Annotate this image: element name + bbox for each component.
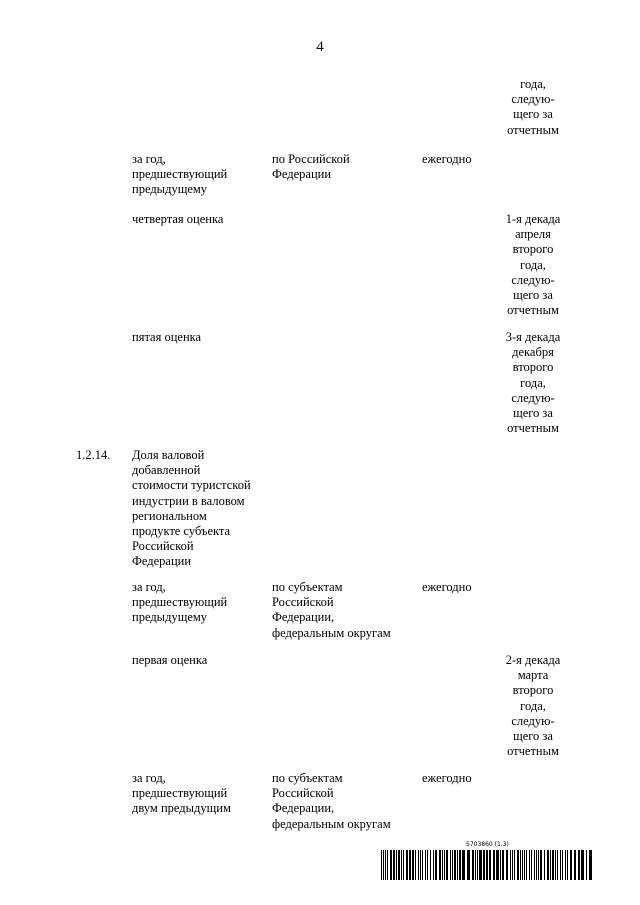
barcode-bar [427, 850, 428, 880]
row-period: ежегодно [422, 580, 472, 594]
barcode-bar [510, 850, 511, 880]
barcode-bar [459, 850, 461, 880]
barcode-bar [444, 850, 445, 880]
barcode-label: 5703860 (1.3) [466, 841, 509, 848]
barcode-bar [393, 850, 395, 880]
barcode-bar [555, 850, 556, 880]
barcode-bar [420, 850, 421, 880]
row-name: первая оценка [132, 653, 208, 667]
barcode-bar [412, 850, 414, 880]
barcode-bar [526, 850, 527, 880]
barcode-bar [534, 850, 535, 880]
barcode-bar [422, 850, 423, 880]
barcode-bar [430, 850, 431, 880]
barcode-bar [398, 850, 400, 880]
barcode-bar [418, 850, 419, 880]
row-term: 1-я декада апреля второго года, следую- щего за отчетным [505, 212, 561, 318]
barcode-bar [552, 850, 554, 880]
row-level: по Российской Федерации [272, 152, 350, 182]
barcode-bar [439, 850, 441, 880]
barcode-bar [529, 850, 530, 880]
barcode-bar [514, 850, 515, 880]
barcode-bar [574, 850, 576, 880]
barcode-bar [500, 850, 501, 880]
barcode-bar [522, 850, 523, 880]
barcode-bar [406, 850, 408, 880]
barcode-bar [483, 850, 485, 880]
barcode-bar [385, 850, 386, 880]
barcode-bar [557, 850, 558, 880]
barcode-bar [489, 850, 491, 880]
barcode-bar [477, 850, 478, 880]
barcode-bar [538, 850, 539, 880]
barcode-bar [506, 850, 508, 880]
barcode-bar [457, 850, 458, 880]
barcode-bar [442, 850, 443, 880]
barcode-bar [396, 850, 397, 880]
page-number: 4 [316, 39, 324, 55]
row-number: 1.2.14. [76, 448, 111, 462]
barcode-bar [565, 850, 566, 880]
barcode-bar [409, 850, 411, 880]
row-term: 3-я декада декабря второго года, следую- щего за отчетным [505, 330, 561, 436]
barcode-bar [454, 850, 456, 880]
barcode-bar [578, 850, 580, 880]
barcode-bar [383, 850, 384, 880]
barcode-bar [446, 850, 448, 880]
barcode-bar [452, 850, 453, 880]
barcode-bar [401, 850, 402, 880]
row-name: Доля валовой добавленной стоимости туристской индустрии в валовом региональном продукте субъекта Российской Федерации [132, 448, 251, 569]
barcode-bar [415, 850, 416, 880]
barcode-bar [581, 850, 584, 880]
barcode-bar [486, 850, 488, 880]
barcode-bar [520, 850, 521, 880]
barcode-bar [512, 850, 513, 880]
row-name: за год, предшествующий двум предыдущим [132, 771, 231, 816]
row-name: пятая оценка [132, 330, 202, 344]
barcode-bar [472, 850, 474, 880]
barcode-bar [517, 850, 519, 880]
row-period: ежегодно [422, 771, 472, 785]
barcode-bar [425, 850, 426, 880]
row-level: по субъектам Российской Федерации, федеральным округам [272, 580, 391, 640]
barcode-bar [536, 850, 537, 880]
barcode-bar [467, 850, 470, 880]
barcode-bar [450, 850, 451, 880]
barcode-bar [381, 850, 382, 880]
barcode-bar [531, 850, 532, 880]
barcode-bar [387, 850, 388, 880]
barcode-bar [479, 850, 482, 880]
barcode-bar [550, 850, 551, 880]
barcode [380, 841, 592, 881]
barcode-bar [390, 850, 392, 880]
barcode-bar [560, 850, 561, 880]
barcode-bar [586, 850, 587, 880]
barcode-bar [540, 850, 542, 880]
barcode-bar [524, 850, 525, 880]
row-name: за год, предшествующий предыдущему [132, 152, 228, 197]
barcode-bar [589, 850, 592, 880]
barcode-icon [380, 850, 592, 880]
barcode-bar [547, 850, 549, 880]
barcode-bar [570, 850, 572, 880]
row-term: 2-я декада марта второго года, следую- щего за отчетным [505, 653, 561, 759]
row-period: ежегодно [422, 152, 472, 166]
barcode-bar [435, 850, 437, 880]
barcode-bar [475, 850, 476, 880]
row-level: по субъектам Российской Федерации, федеральным округам [272, 771, 391, 831]
barcode-bar [562, 850, 563, 880]
barcode-bar [502, 850, 504, 880]
row-name: четвертая оценка [132, 212, 224, 226]
barcode-bar [462, 850, 465, 880]
barcode-bar [567, 850, 568, 880]
barcode-bar [493, 850, 495, 880]
barcode-bar [544, 850, 545, 880]
barcode-bar [496, 850, 499, 880]
row-term: года, следую- щего за отчетным [507, 77, 559, 137]
barcode-bar [403, 850, 404, 880]
row-name: за год, предшествующий предыдущему [132, 580, 228, 625]
barcode-bar [433, 850, 434, 880]
